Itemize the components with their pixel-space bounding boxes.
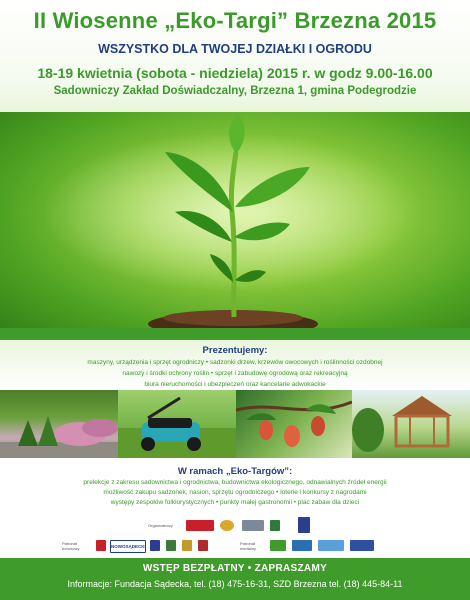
gazebo-photo (352, 390, 470, 458)
leaf-right-mid (234, 223, 290, 241)
program-line: prelekcje z zakresu sadownictwa i ogrodnictwa, budownictwa ekologicznego, odnawialnych źródeł energii (83, 479, 387, 486)
patron-logo (96, 540, 106, 551)
organizer-logo (270, 520, 280, 531)
organizer-logo (242, 520, 264, 531)
media-logo (350, 540, 374, 551)
organizer-logo (220, 520, 234, 531)
media-patron-label: Patronat medialny (240, 541, 257, 551)
leaf-left-top (165, 152, 233, 212)
media-logo (292, 540, 312, 551)
event-title: II Wiosenne „Eko-Targi” Brzezna 2015 (33, 8, 437, 33)
photo-strip (0, 390, 470, 458)
exhibits-line: maszyny, urządzenia i sprzęt ogrodniczy • sadzonki drzew, krzewów owocowych i roślinności ozdobnej (87, 359, 383, 366)
honorary-patron-label: Patronat honorowy (62, 541, 80, 551)
organizer-logo (186, 520, 214, 531)
fruit-tree-photo (236, 390, 352, 458)
poster-header (0, 0, 470, 112)
program-section (0, 460, 470, 520)
patrons-row (0, 537, 470, 555)
program-line: możliwość zakupu sadzonek, nasion, sprzętu ogrodniczego • loterie i konkursy z nagrodami (103, 489, 367, 496)
free-entry-banner: WSTĘP BEZPŁATNY • ZAPRASZAMY (142, 563, 328, 574)
contact-info: Informacje: Fundacja Sądecka, tel. (18) 475-16-31, SZD Brzezna tel. (18) 445-84-11 (67, 579, 403, 589)
event-dates: 18-19 kwietnia (sobota - niedziela) 2015 r. w godz 9.00-16.00 (37, 65, 433, 81)
leaf-right-top (235, 167, 310, 207)
seedling-illustration (0, 112, 470, 338)
patron-logo (166, 540, 176, 551)
leaf-left-mid (175, 211, 232, 242)
organizers-row (0, 517, 470, 535)
patron-logo (198, 540, 208, 551)
hero-image (0, 112, 470, 338)
media-logo (270, 540, 286, 551)
sponsor-logos (0, 515, 470, 558)
exhibits-line: biura nieruchomości i ubezpieczeń oraz kancelarie adwokackie (144, 381, 326, 388)
leaf-right-low (235, 270, 266, 282)
organizers-label: Organizatorzy (148, 523, 173, 528)
divider-band (0, 328, 470, 340)
exhibits-section (0, 340, 470, 390)
leaf-bud (229, 114, 245, 154)
poster-footer (0, 558, 470, 600)
leaf-left-low (210, 254, 233, 282)
program-title: W ramach „Eko-Targów”: (177, 466, 293, 477)
garden-shrubs-photo (0, 390, 118, 458)
event-venue: Sadowniczy Zakład Doświadczalny, Brzezna 1, gmina Podegrodzie (53, 85, 417, 97)
newspaper-logo: NOWOSĄDECKI (110, 540, 146, 553)
media-logo (318, 540, 344, 551)
organizer-logo (298, 517, 310, 533)
event-subtitle: WSZYSTKO DLA TWOJEJ DZIAŁKI I OGRODU (98, 42, 372, 56)
program-line: występy zespołów folklorystycznych • punkty małej gastronomii • plac zabaw dla dzieci (110, 499, 360, 506)
patron-logo (182, 540, 192, 551)
plant-stem (231, 152, 236, 317)
exhibits-title: Prezentujemy: (202, 345, 268, 356)
lawn-mower-photo (118, 390, 236, 458)
exhibits-line: nawozy i środki ochrony roślin • sprzęt i zabudowę ogrodową oraz rekreacyjną (122, 370, 348, 377)
patron-logo (150, 540, 160, 551)
